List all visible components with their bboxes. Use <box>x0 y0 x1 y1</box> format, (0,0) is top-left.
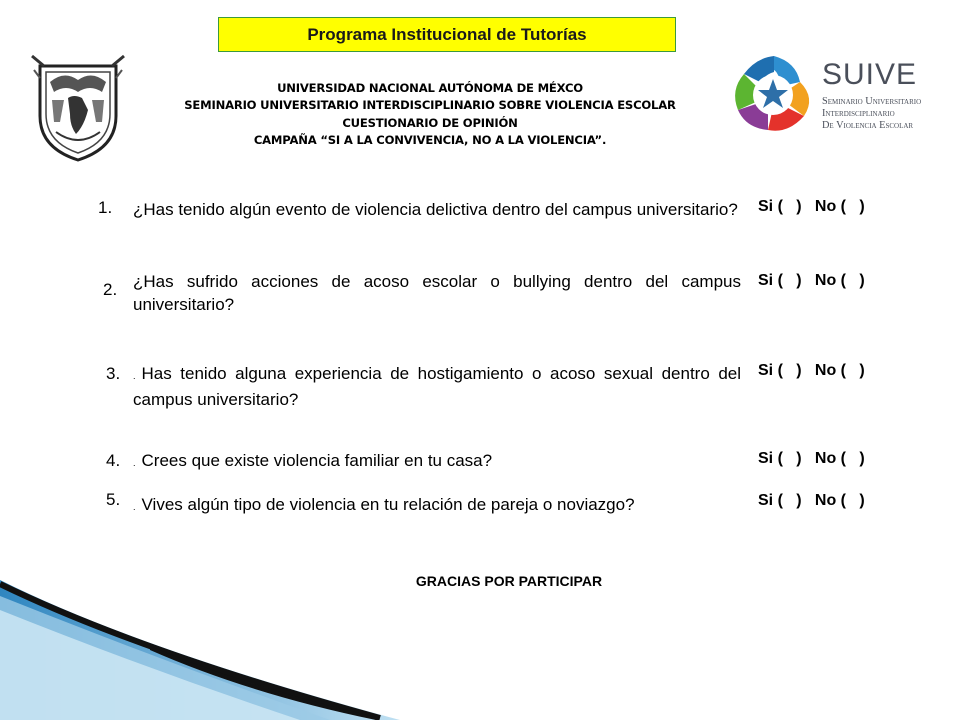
answer-options[interactable]: Si ( ) No ( ) <box>758 362 865 379</box>
question-text <box>133 493 741 519</box>
question-text <box>133 362 741 411</box>
answer-options[interactable]: Si ( ) No ( ) <box>758 198 865 215</box>
list-marker: . <box>133 458 136 468</box>
question-text: ¿Has sufrido acciones de acoso escolar o bullying dentro del campus universitario? <box>133 272 741 314</box>
header-line-questionnaire: CUESTIONARIO DE OPINIÓN <box>342 115 518 130</box>
suive-sub-line1: Seminario Universitario <box>822 96 922 107</box>
answer-options[interactable]: Si ( ) No ( ) <box>758 450 865 467</box>
question-number: 4. <box>106 451 121 470</box>
list-marker: . <box>133 502 136 512</box>
question-number: 5. <box>106 490 121 509</box>
unam-crest-logo <box>30 52 126 162</box>
answer-options[interactable]: Si ( ) No ( ) <box>758 492 865 509</box>
question-number: 1. <box>98 198 113 217</box>
suive-sub-line2: Interdisciplinario <box>822 108 895 119</box>
question-number: 2. <box>103 280 118 299</box>
header-line-seminar: SEMINARIO UNIVERSITARIO INTERDISCIPLINARIO SOBRE VIOLENCIA ESCOLAR <box>184 98 676 113</box>
suive-sub-line3: De Violencia Escolar <box>822 120 914 131</box>
question-text-body: Has tenido alguna experiencia de hostigamiento o acoso sexual dentro del campus universitario? <box>133 364 741 409</box>
list-marker: . <box>133 371 136 381</box>
thanks-message: GRACIAS POR PARTICIPAR <box>415 573 603 589</box>
header-line-campaign: CAMPAÑA “SI A LA CONVIVENCIA, NO A LA VIOLENCIA”. <box>253 132 607 147</box>
question-number: 3. <box>106 364 121 383</box>
suive-title: SUIVE <box>822 58 918 91</box>
question-text <box>133 449 741 475</box>
question-text-body: Vives algún tipo de violencia en tu relación de pareja o noviazgo? <box>141 495 635 514</box>
decorative-swoosh <box>0 560 400 720</box>
program-banner: Programa Institucional de Tutorías <box>218 17 676 52</box>
institution-header <box>160 80 700 149</box>
header-line-university: UNIVERSIDAD NACIONAL AUTÓNOMA DE MÉXCO <box>277 81 583 95</box>
question-text-body: Crees que existe violencia familiar en tu casa? <box>141 451 493 470</box>
question-text: ¿Has tenido algún evento de violencia delictiva dentro del campus universitario? <box>133 200 738 219</box>
suive-logo-icon <box>726 52 822 134</box>
answer-options[interactable]: Si ( ) No ( ) <box>758 272 865 289</box>
suive-subtitle <box>822 96 921 132</box>
